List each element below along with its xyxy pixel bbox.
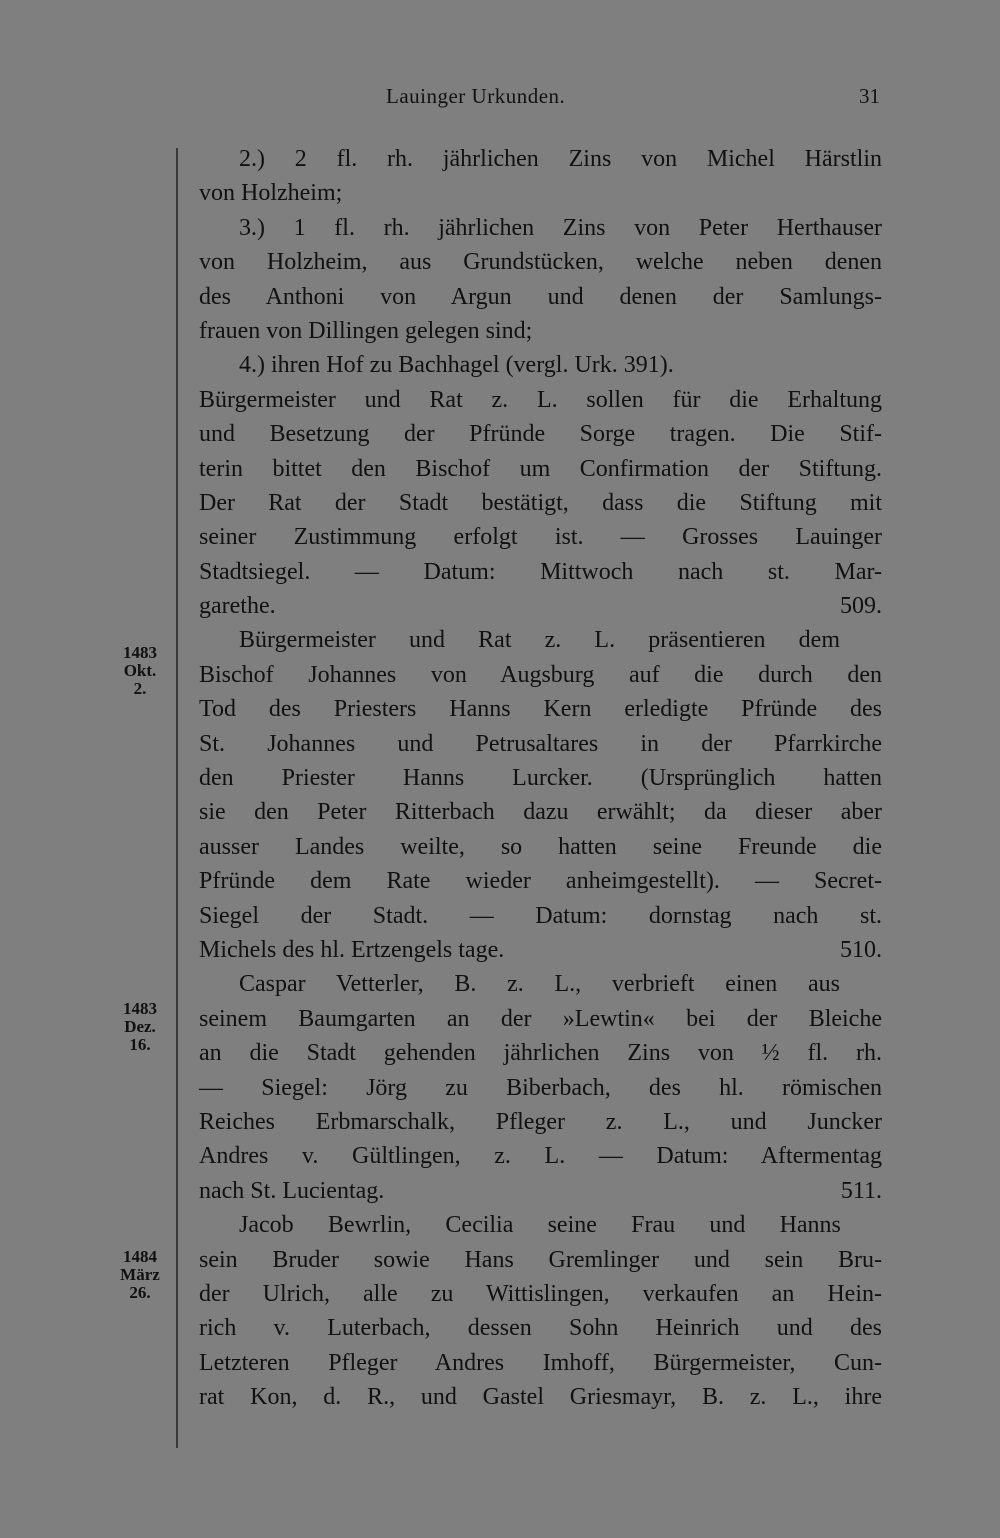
text-line: Letzteren Pfleger Andres Imhoff, Bürgermeister, Cun- [199, 1349, 882, 1376]
document-text [199, 142, 882, 1414]
text-line: frauen von Dillingen gelegen sind; [199, 317, 533, 344]
text-line: 2.) 2 fl. rh. jährlichen Zins von Michel Härstlin [239, 146, 882, 172]
entry-end-line: Michels des hl. Ertzengels tage. 510. [199, 933, 882, 967]
text-line: 3.) 1 fl. rh. jährlichen Zins von Peter Herthauser [239, 214, 882, 241]
text-line: Caspar Vetterler, B. z. L., verbrieft einen aus [239, 971, 840, 998]
text-line: seiner Zustimmung erfolgt ist. — Grosses Lauinger [199, 524, 882, 551]
text-line: Pfründe dem Rate wieder anheimgestellt). — Secret- [199, 868, 882, 895]
text-line: ausser Landes weilte, so hatten seine Freunde die [199, 833, 882, 860]
text-line: von Holzheim; [199, 180, 343, 207]
document-number: 509. [840, 593, 882, 620]
page-header [200, 84, 880, 124]
text-line: Jacob Bewrlin, Cecilia seine Frau und Hanns [239, 1212, 841, 1239]
text-line: rich v. Luterbach, dessen Sohn Heinrich und des [199, 1315, 882, 1342]
running-title: Lauinger Urkunden. [386, 84, 566, 108]
text-line: seinem Baumgarten an der »Lewtin« bei der Bleiche [199, 1005, 882, 1032]
page-number: 31 [859, 84, 880, 108]
text-line: 4.) ihren Hof zu Bachhagel (vergl. Urk. 391). [239, 352, 674, 379]
text-line: des Anthoni von Argun und denen der Samlungs- [199, 283, 882, 310]
text-line: St. Johannes und Petrusaltares in der Pfarrkirche [199, 730, 882, 757]
text-line: sein Bruder sowie Hans Gremlinger und sein Bru- [199, 1246, 882, 1273]
text-line: Tod des Priesters Hanns Kern erledigte Pfründe des [199, 696, 882, 723]
document-number: 511. [840, 1177, 882, 1204]
text-line: Der Rat der Stadt bestätigt, dass die Stiftung mit [199, 489, 882, 516]
text-line: von Holzheim, aus Grundstücken, welche neben denen [199, 249, 882, 276]
entry-end-line: garethe. 509. [199, 589, 882, 623]
text-line: Bischof Johannes von Augsburg auf die durch den [199, 661, 882, 688]
margin-date-1: 1483 Okt. 2. [123, 643, 157, 698]
text-line: der Ulrich, alle zu Wittislingen, verkaufen an Hein- [199, 1280, 882, 1307]
text-line: und Besetzung der Pfründe Sorge tragen. Die Stif- [199, 421, 882, 448]
text-line: terin bittet den Bischof um Confirmation der Stiftung. [199, 455, 882, 482]
text-line: Bürgermeister und Rat z. L. sollen für die Erhaltung [199, 386, 882, 413]
text-line: — Siegel: Jörg zu Biberbach, des hl. römischen [199, 1074, 882, 1101]
text-line: Stadtsiegel. — Datum: Mittwoch nach st. Mar- [199, 558, 882, 585]
entry-end-line: nach St. Lucientag. 511. [199, 1174, 882, 1208]
text-line: den Priester Hanns Lurcker. (Ursprünglich hatten [199, 765, 882, 792]
text-line: Siegel der Stadt. — Datum: dornstag nach st. [199, 902, 882, 929]
text-line: an die Stadt gehenden jährlichen Zins von ½ fl. rh. [199, 1040, 882, 1067]
text-line: sie den Peter Ritterbach dazu erwählt; da dieser aber [199, 799, 882, 826]
margin-date-2: 1483 Dez. 16. [123, 999, 157, 1054]
text-line: Bürgermeister und Rat z. L. präsentieren dem [239, 627, 840, 654]
document-number: 510. [840, 936, 882, 963]
text-line: Reiches Erbmarschalk, Pfleger z. L., und Juncker [199, 1108, 882, 1135]
margin-date-3: 1484 März 26. [120, 1247, 160, 1302]
text-line: rat Kon, d. R., und Gastel Griesmayr, B. z. L., ihre [199, 1384, 882, 1411]
text-line: Andres v. Gültlingen, z. L. — Datum: Aftermentag [199, 1143, 882, 1170]
